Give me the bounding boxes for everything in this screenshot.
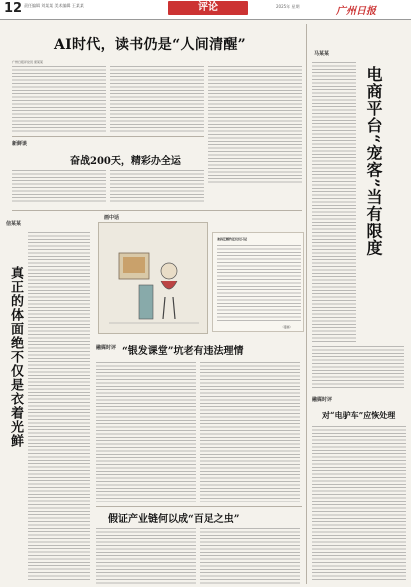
beauty-body	[28, 232, 90, 582]
silver-body-col2	[200, 362, 300, 502]
ai-article-body-col2	[110, 66, 204, 132]
ai-article-byline: 广州日报评论员 庞某某	[12, 60, 43, 64]
page-header	[0, 0, 411, 20]
battle-tag: 新鲜谈	[12, 141, 28, 147]
silver-tag: 融媒时评	[96, 345, 117, 351]
silver-title: “银发课堂”坑老有违法理情	[122, 346, 244, 357]
cartoon-box-body	[217, 245, 301, 323]
beauty-title: 真正的体面绝不仅是衣着光鲜	[8, 266, 23, 448]
ai-article-body-col1	[12, 66, 106, 132]
cartoon-credit: （漫画）	[281, 325, 293, 329]
battle-body-col2	[110, 170, 204, 204]
silver-body-col1	[96, 362, 196, 502]
divider	[12, 210, 302, 211]
ecommerce-body-col2	[312, 346, 404, 390]
ai-article-body-col3	[208, 66, 302, 184]
cartoon-image	[98, 222, 208, 334]
scooter-title: 对“电驴车”应恢处理	[322, 410, 396, 420]
ecommerce-body-col1	[312, 62, 356, 342]
cartoon-box-title: 劝拆迁解约还仅仅只是	[217, 237, 248, 241]
column-divider	[306, 24, 307, 584]
battle-body-col1	[12, 170, 106, 204]
ai-article-title: AI时代，读书仍是“人间清醒”	[54, 37, 247, 53]
beauty-tag: 信某某	[6, 221, 22, 227]
cartoon-commentary-box	[212, 232, 304, 332]
cartoon-drawing	[99, 223, 207, 333]
scooter-tag: 融媒时评	[312, 397, 333, 403]
issue-date: 2025年 星期	[276, 4, 300, 9]
newspaper-logo: 广州日报	[336, 6, 376, 17]
divider	[12, 136, 204, 137]
fake-cert-title: 假证产业链何以成“百足之虫”	[108, 514, 240, 525]
ecommerce-title: 电商平台“宠客”当有限度	[364, 66, 383, 257]
scooter-body	[312, 426, 406, 582]
divider	[96, 506, 302, 507]
section-title: 评论	[168, 1, 248, 15]
cartoon-label: 画中话	[104, 215, 120, 221]
battle-title: 奋战200天，精彩办全运	[70, 156, 181, 167]
fake-cert-body-col2	[200, 528, 300, 584]
page-number: 12	[4, 1, 23, 16]
fake-cert-body-col1	[96, 528, 196, 584]
editor-meta: 责任编辑 刘某某 美术编辑 王某某	[24, 3, 84, 8]
ecommerce-tag: 马某某	[314, 51, 330, 57]
